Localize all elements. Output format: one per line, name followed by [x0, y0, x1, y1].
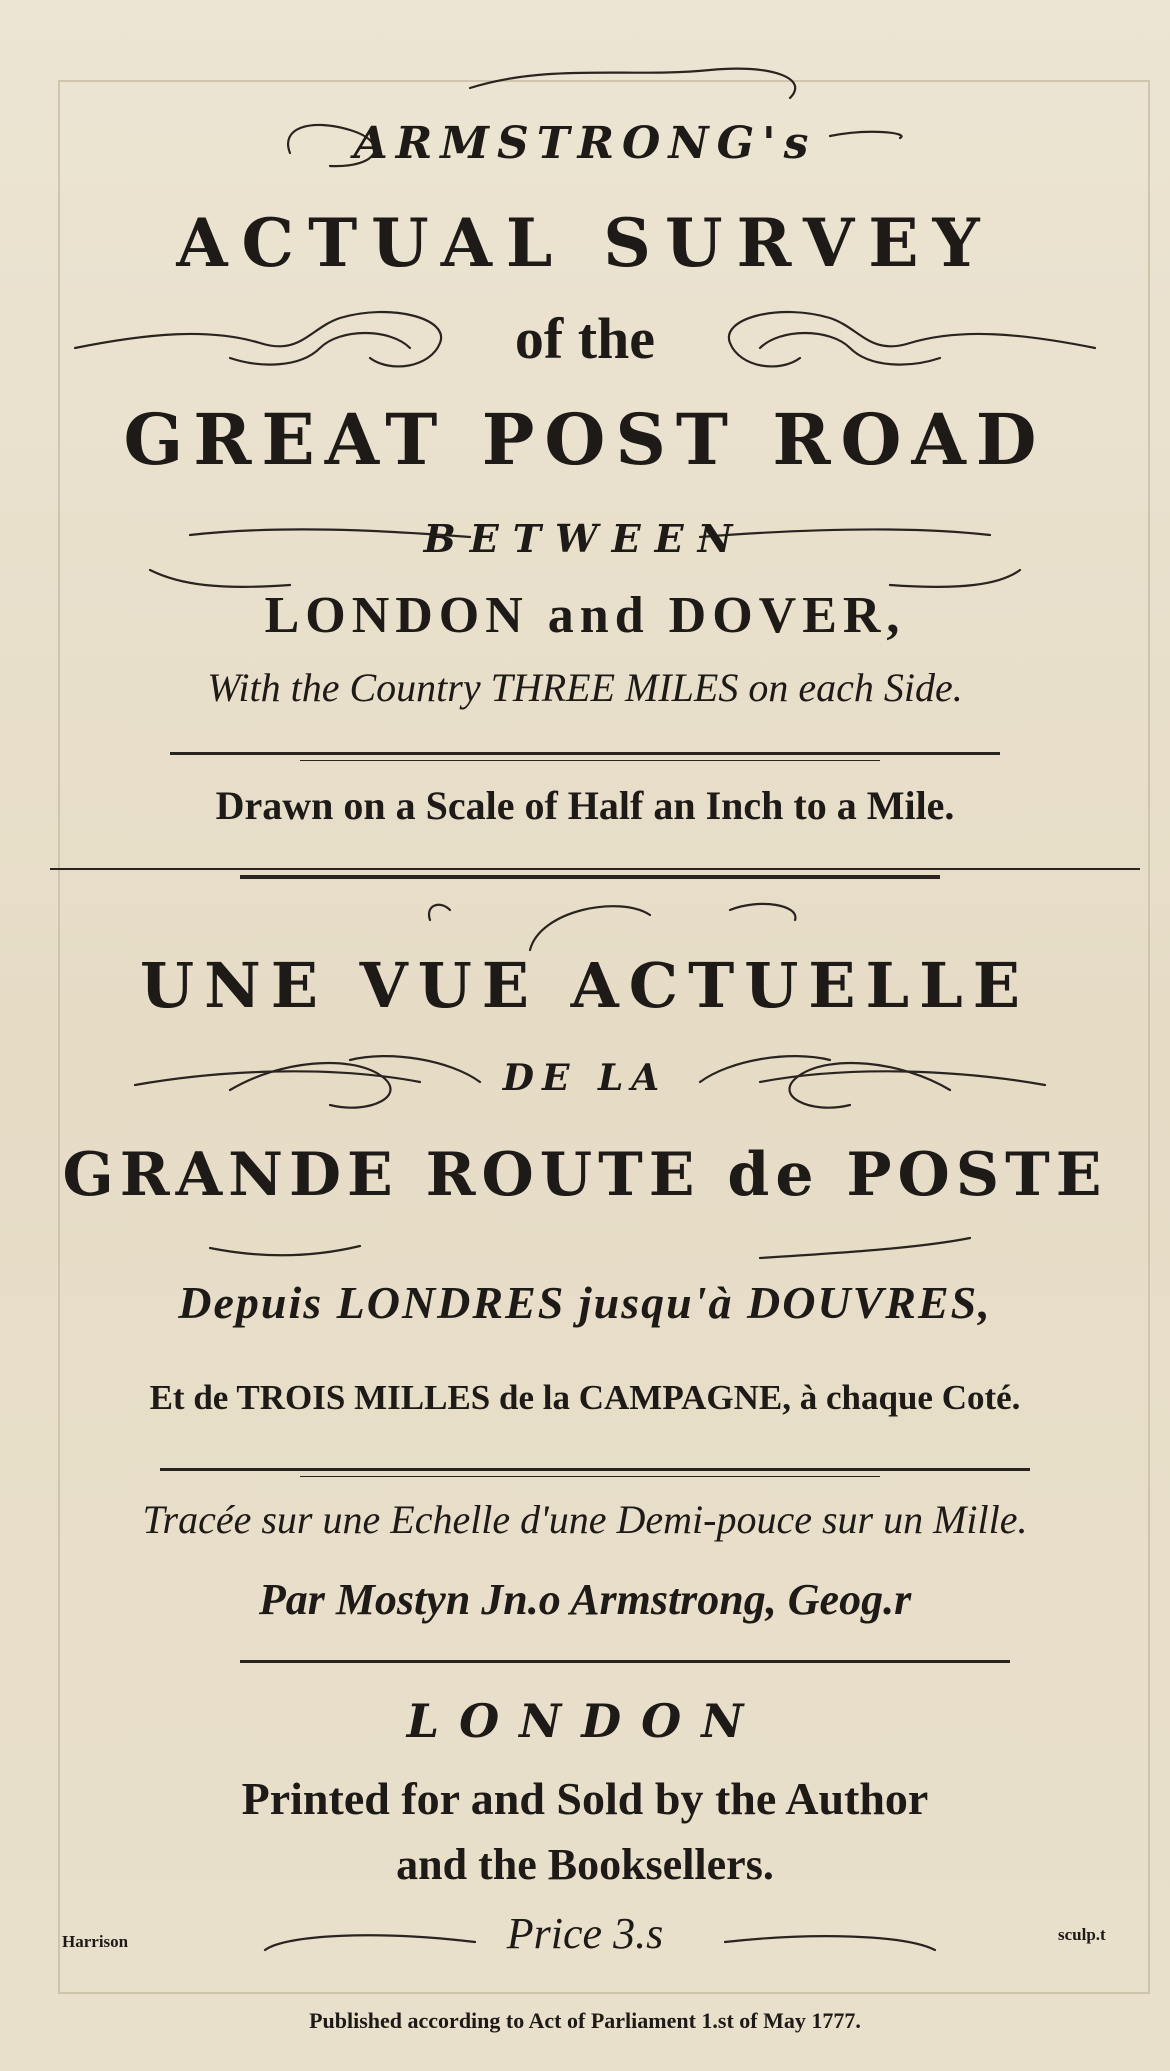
depuis-flourish-icon — [200, 1228, 980, 1268]
london-imprint: LONDON — [406, 1694, 764, 1748]
published-according: Published according to Act of Parliament 1.st of May 1777. — [309, 2008, 861, 2033]
rule-2b — [240, 875, 940, 879]
rule-1b — [300, 760, 880, 761]
price: Price 3.s — [506, 1909, 664, 1958]
grande-route-de-poste: GRANDE ROUTE de POSTE — [62, 1140, 1108, 1210]
printed-for: Printed for and Sold by the Author — [241, 1773, 929, 1824]
de-la-right-flourish-icon — [690, 1030, 1050, 1120]
of-the: of the — [514, 306, 656, 371]
with-the-country: With the Country THREE MILES on each Side. — [207, 665, 963, 710]
drawn-on-scale: Drawn on a Scale of Half an Inch to a Mile. — [215, 783, 955, 828]
london-and-dover: LONDON and DOVER, — [264, 587, 906, 644]
une-vue-actuelle: UNE VUE ACTUELLE — [140, 949, 1030, 1022]
rule-4 — [240, 1660, 1010, 1663]
par-mostyn-armstrong: Par Mostyn Jn.o Armstrong, Geog.r — [258, 1575, 912, 1624]
header-great-post-road: GREAT POST ROAD — [123, 398, 1047, 481]
de-la: DE LA — [502, 1057, 668, 1099]
tracee-sur-une-echelle: Tracée sur une Echelle d'une Demi-pouce sur un Mille. — [142, 1497, 1028, 1542]
rule-3 — [160, 1468, 1030, 1471]
right-swirl-icon — [700, 288, 1100, 388]
engraver-name: Harrison — [62, 1932, 129, 1951]
rule-2 — [50, 868, 1140, 870]
et-de-trois-milles: Et de TROIS MILLES de la CAMPAGNE, à chaque Coté. — [149, 1378, 1021, 1417]
rule-3b — [300, 1476, 880, 1477]
and-the-booksellers: and the Booksellers. — [396, 1840, 774, 1889]
sculpsit: sculp.t — [1058, 1925, 1106, 1944]
depuis-londres: Depuis LONDRES jusqu'à DOUVRES, — [178, 1277, 992, 1328]
rule-1 — [170, 752, 1000, 755]
header-actual-survey: ACTUAL SURVEY — [176, 204, 994, 282]
header-armstrongs: ARMSTRONG's — [353, 118, 817, 169]
between: BETWEEN — [423, 516, 747, 561]
